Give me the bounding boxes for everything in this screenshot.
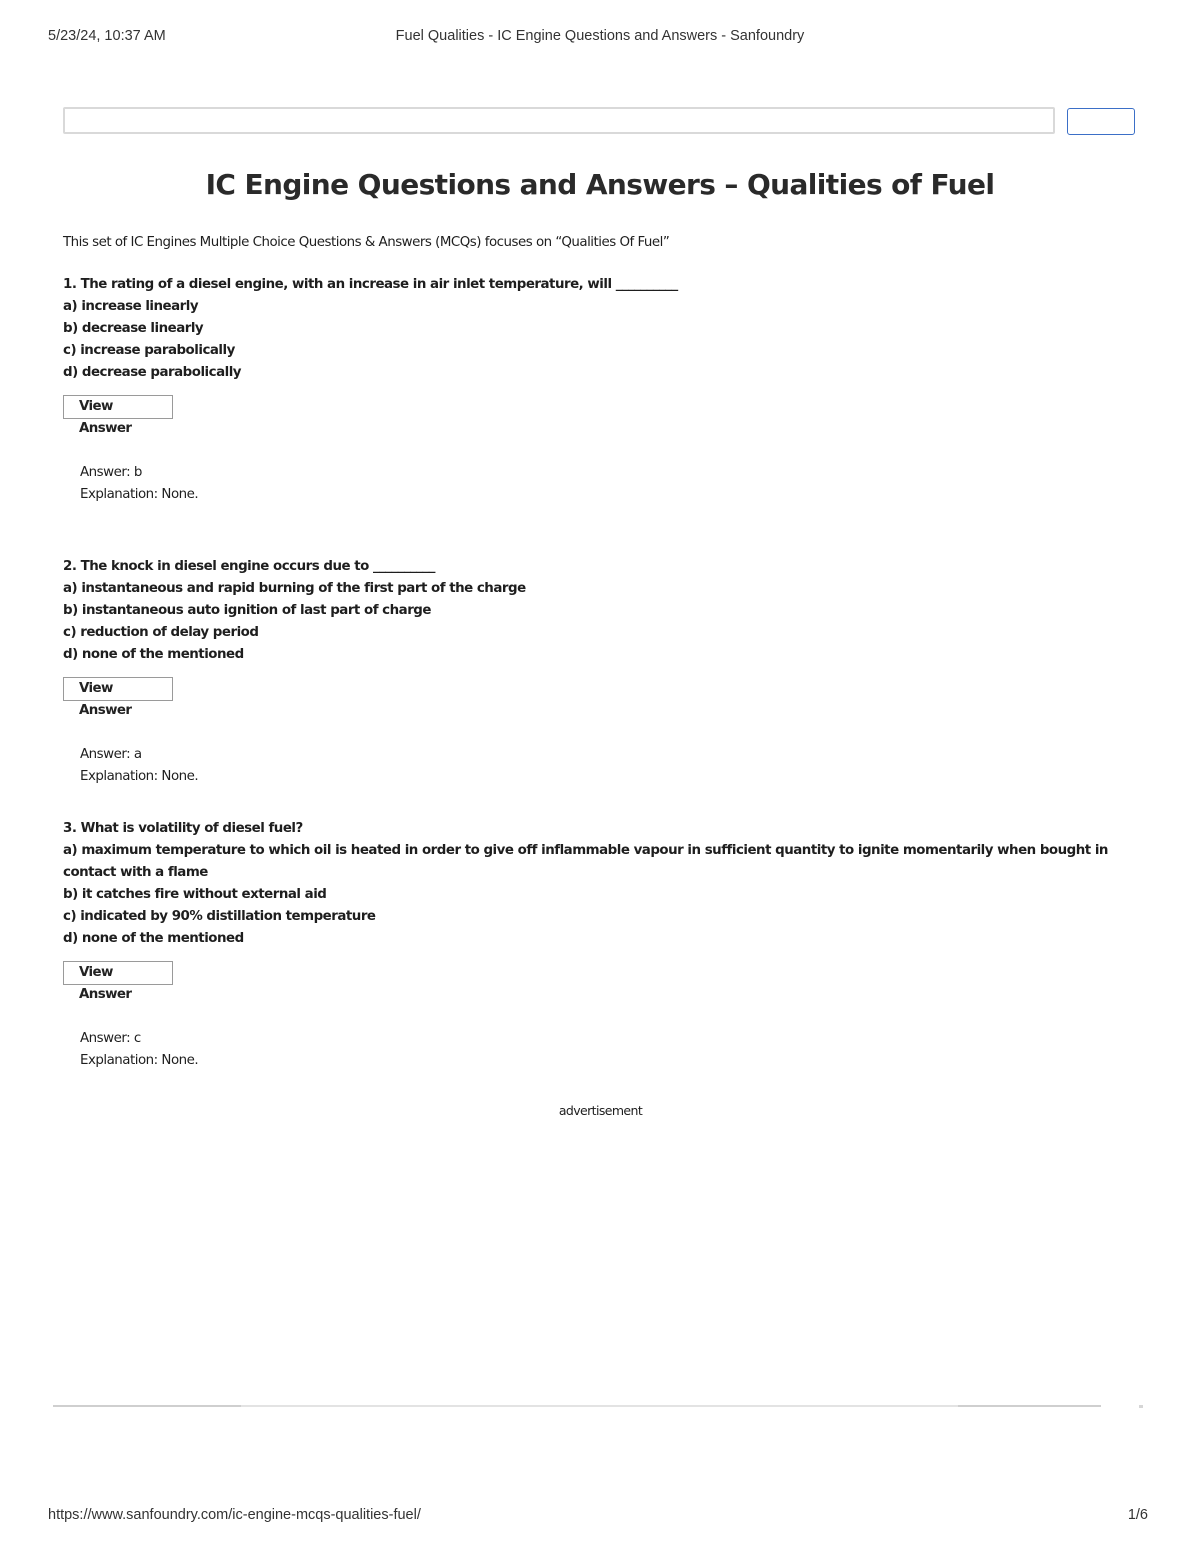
print-datetime: 5/23/24, 10:37 AM [48,28,166,44]
article-content [63,232,1138,1122]
question-block [63,556,1138,788]
search-input[interactable] [63,107,1055,134]
search-button[interactable] [1067,108,1135,135]
question-block [63,274,1138,506]
article-intro: This set of IC Engines Multiple Choice Questions & Answers (MCQs) focuses on “Qualities Of Fuel” [63,235,670,250]
option-c: c) increase parabolically [63,343,235,358]
answer-block [63,462,1138,506]
advertisement-label: advertisement [558,1103,643,1118]
answer-block [63,1028,1138,1072]
answer-text: Answer: c [80,1031,141,1046]
view-answer-button[interactable]: View Answer [63,677,173,701]
divider [53,1405,241,1407]
option-a: a) instantaneous and rapid burning of the first part of the charge [63,581,526,596]
question-text: 1. The rating of a diesel engine, with an increase in air inlet temperature, will __________ [63,277,678,292]
explanation-text: Explanation: None. [80,487,199,502]
option-a: a) increase linearly [63,299,199,314]
explanation-text: Explanation: None. [80,1053,199,1068]
print-page-title: Fuel Qualities - IC Engine Questions and Answers - Sanfoundry [395,28,805,44]
divider-dot [1139,1405,1143,1408]
option-b: b) decrease linearly [63,321,204,336]
option-d: d) none of the mentioned [63,647,244,662]
option-d: d) none of the mentioned [63,931,244,946]
option-a: a) maximum temperature to which oil is heated in order to give off inflammable vapour in sufficient quantity to ignite momentarily when bought in contact with a flame [63,843,1108,880]
question-text: 2. The knock in diesel engine occurs due to __________ [63,559,435,574]
option-d: d) decrease parabolically [63,365,242,380]
divider [958,1405,1101,1407]
answer-block [63,744,1138,788]
option-b: b) it catches fire without external aid [63,887,327,902]
option-b: b) instantaneous auto ignition of last part of charge [63,603,431,618]
article-title: IC Engine Questions and Answers – Qualities of Fuel [205,168,995,201]
answer-text: Answer: b [80,465,142,480]
view-answer-button[interactable]: View Answer [63,961,173,985]
question-block [63,818,1138,1072]
print-page-number: 1/6 [1127,1507,1148,1523]
view-answer-button[interactable]: View Answer [63,395,173,419]
option-c: c) reduction of delay period [63,625,259,640]
answer-text: Answer: a [80,747,142,762]
print-url: https://www.sanfoundry.com/ic-engine-mcqs-qualities-fuel/ [48,1507,421,1523]
option-c: c) indicated by 90% distillation temperature [63,909,376,924]
question-text: 3. What is volatility of diesel fuel? [63,821,303,836]
explanation-text: Explanation: None. [80,769,199,784]
divider [241,1405,958,1407]
